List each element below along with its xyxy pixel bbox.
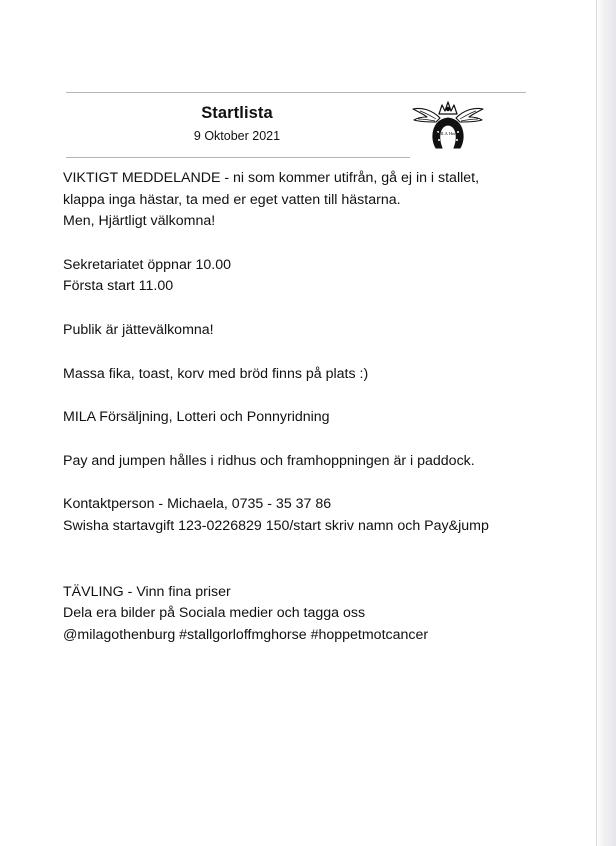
audience-line: Publik är jättevälkomna! (63, 321, 214, 338)
page-edge-shadow (596, 0, 616, 846)
food-line: Massa fika, toast, korv med bröd finns på plats :) (63, 365, 369, 382)
notice-line-2: klappa inga hästar, ta med er eget vatten till hästarna. (63, 191, 401, 208)
contact-line-2: Swisha startavgift 123-0226829 150/start skriv namn och Pay&jump (63, 517, 489, 534)
document-title: Startlista (201, 104, 273, 122)
document-body (63, 168, 543, 646)
notice-line-1: VIKTIGT MEDDELANDE - ni som kommer utifrån, gå ej in i stallet, (63, 170, 480, 186)
contact-line-1: Kontaktperson - Michaela, 0735 - 35 37 86 (63, 496, 332, 513)
schedule-line-1: Sekretariatet öppnar 10.00 (63, 256, 231, 273)
payjump-line: Pay and jumpen hålles i ridhus och framhoppningen är i paddock. (63, 452, 475, 469)
header-top-rule (66, 92, 526, 93)
notice-line-3: Men, Hjärtligt välkomna! (63, 213, 216, 230)
horseshoe-crown-wings-logo-icon (408, 98, 488, 158)
logo-text: MILA Horse (436, 131, 460, 136)
schedule-line-2: Första start 11.00 (63, 278, 174, 295)
document-date: 9 Oktober 2021 (193, 129, 281, 143)
competition-line-2: Dela era bilder på Sociala medier och tagga oss (63, 605, 366, 622)
sales-line: MILA Försäljning, Lotteri och Ponnyridning (63, 409, 330, 426)
competition-line-3: @milagothenburg #stallgorloffmghorse #hoppetmotcancer (63, 626, 429, 643)
competition-line-1: TÄVLING - Vinn fina priser (63, 583, 231, 600)
header-bottom-rule (66, 157, 410, 158)
